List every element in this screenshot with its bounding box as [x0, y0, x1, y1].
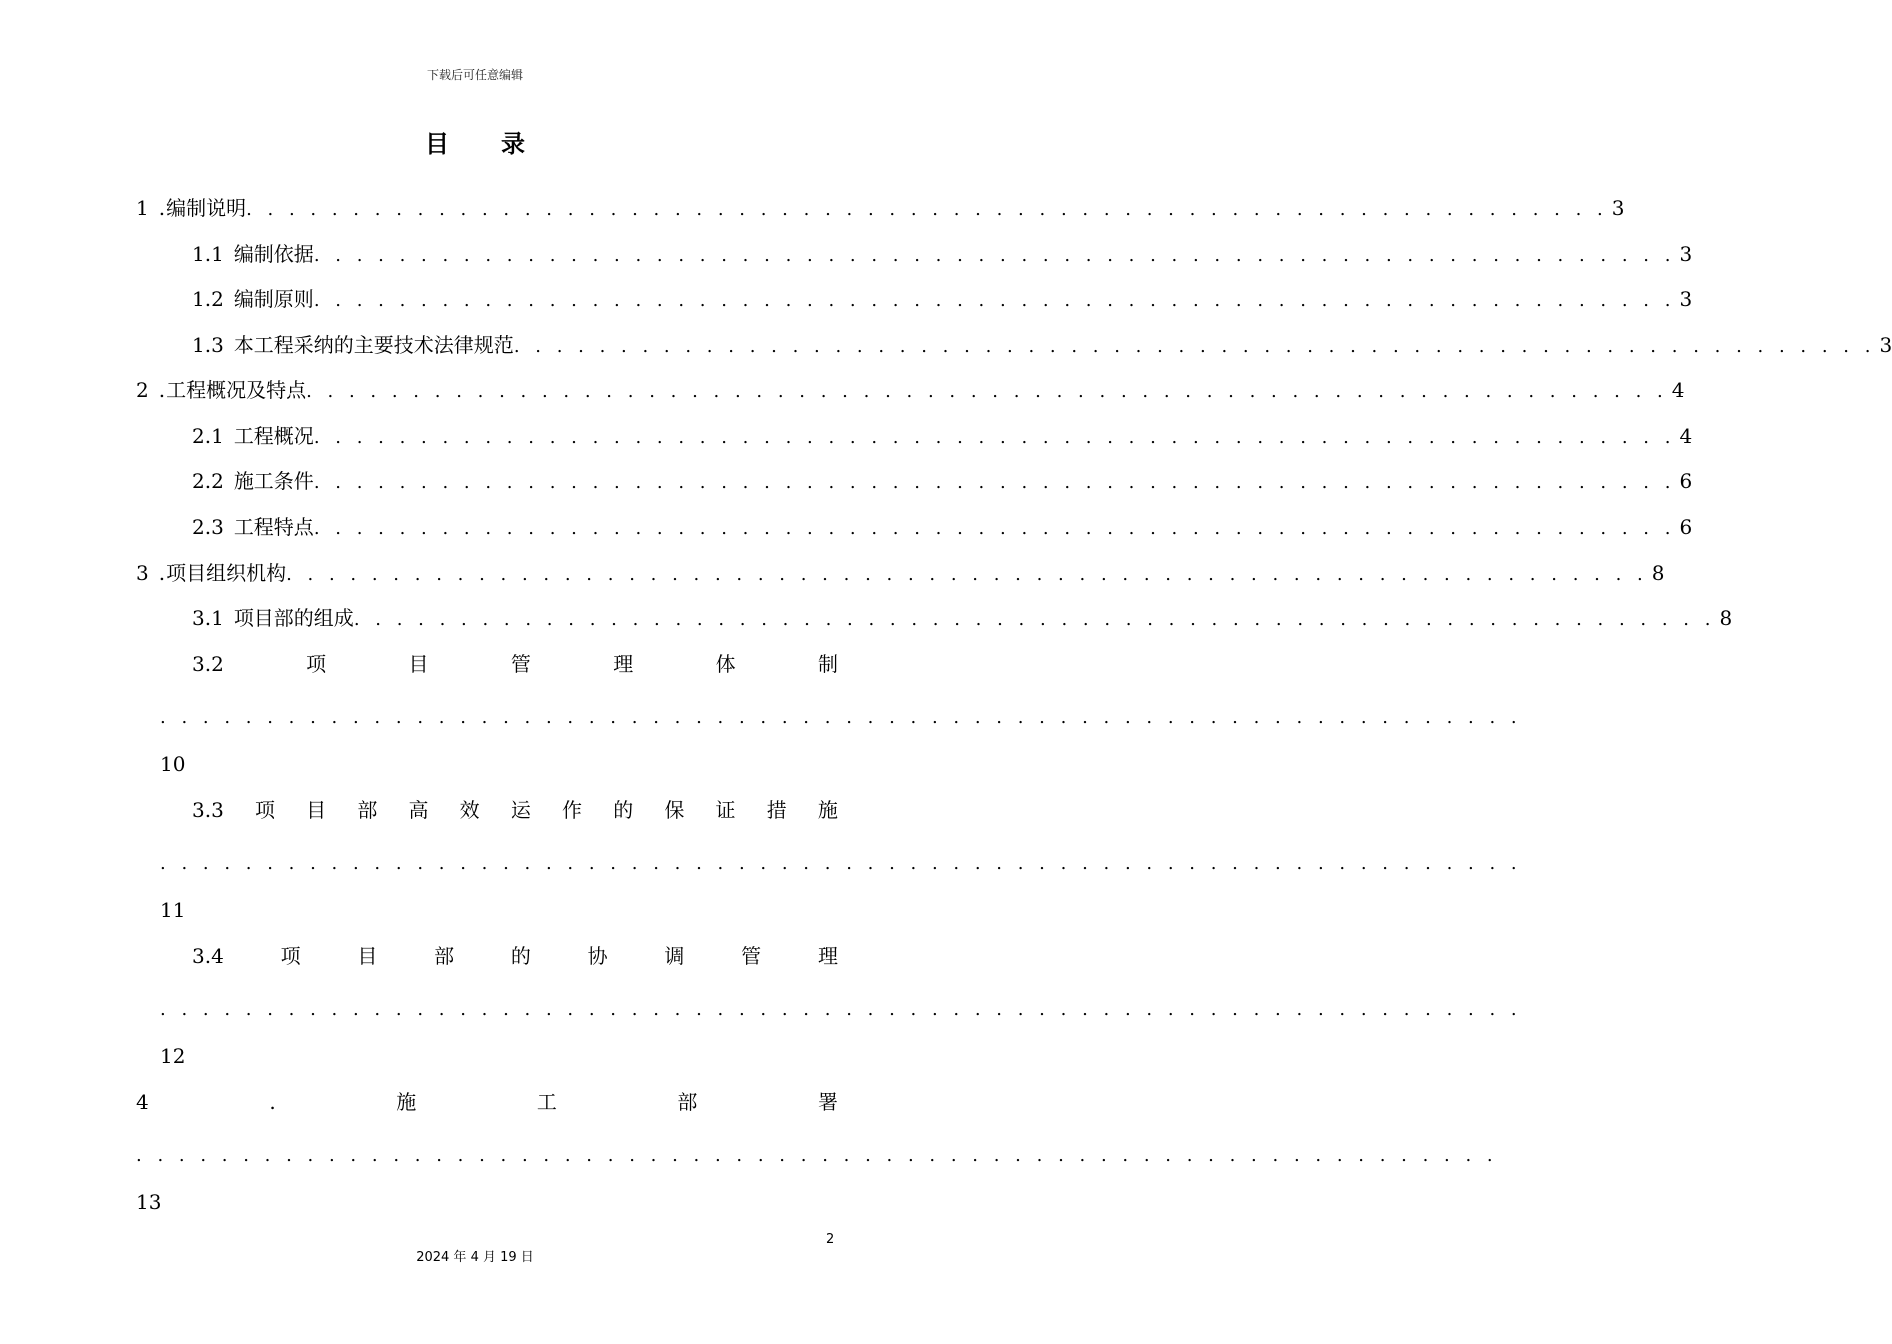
- toc-label-char: 制: [817, 652, 838, 676]
- toc-entry-3-2[interactable]: [192, 650, 838, 678]
- toc-entry-1-3[interactable]: [192, 331, 1892, 359]
- toc-page-number: 13: [136, 1190, 162, 1214]
- toc-separator: .: [158, 196, 166, 220]
- toc-label-char: 目: [408, 652, 429, 676]
- toc-number: 1: [136, 196, 149, 220]
- toc-label-char: 保: [664, 798, 685, 822]
- toc-page-number: 4: [1679, 424, 1693, 448]
- toc-label-char: 措: [766, 798, 787, 822]
- footer-date: 2024 年 4 月 19 日: [416, 1250, 534, 1265]
- toc-label: 工程概况: [233, 424, 314, 448]
- toc-label-char: 项: [306, 652, 327, 676]
- toc-label-char: 证: [715, 798, 736, 822]
- toc-label-char: 协: [587, 944, 608, 968]
- toc-number: 3.3: [192, 798, 224, 822]
- toc-number: 4: [136, 1090, 149, 1114]
- toc-label: 项目组织机构: [166, 561, 287, 585]
- toc-label-char: 项: [280, 944, 301, 968]
- toc-entry-2-2[interactable]: [192, 467, 1693, 495]
- toc-leader: . . . . . . . . . . . . . . . . . . . . . . . . . . . . . . . . . . . . . . . . . . . . . . . . . . . . . . . . . . . . . . . .: [313, 245, 1676, 266]
- toc-leader: . . . . . . . . . . . . . . . . . . . . . . . . . . . . . . . . . . . . . . . . . . . . . . . . . . . . . . . . . . . . . . . .: [246, 199, 1608, 220]
- toc-label-char: 署: [817, 1090, 838, 1114]
- toc-leader: . . . . . . . . . . . . . . . . . . . . . . . . . . . . . . . . . . . . . . . . . . . . . . . . . . . . . . . . . . . . . . . .: [160, 999, 1522, 1020]
- toc-label-char: 部: [357, 798, 378, 822]
- toc-label-char: 部: [677, 1090, 698, 1114]
- toc-entry-3-3[interactable]: [192, 796, 838, 824]
- toc-label-char: 的: [613, 798, 634, 822]
- toc-leader: . . . . . . . . . . . . . . . . . . . . . . . . . . . . . . . . . . . . . . . . . . . . . . . . . . . . . . . . . . . . . . . .: [160, 707, 1522, 728]
- toc-number: 3: [136, 561, 149, 585]
- toc-label-char: 部: [434, 944, 455, 968]
- toc-label-char: 作: [562, 798, 583, 822]
- toc-page-number: 6: [1679, 469, 1693, 493]
- toc-label-char: 施: [396, 1090, 417, 1114]
- toc-number: 1.3: [192, 333, 224, 357]
- toc-page-number: 12: [160, 1044, 186, 1068]
- toc-leader: . . . . . . . . . . . . . . . . . . . . . . . . . . . . . . . . . . . . . . . . . . . . . . . . . . . . . . . . . . . . . . . .: [353, 609, 1716, 630]
- toc-number: 2.2: [192, 469, 224, 493]
- toc-label-char: 理: [613, 652, 634, 676]
- toc-leader: . . . . . . . . . . . . . . . . . . . . . . . . . . . . . . . . . . . . . . . . . . . . . . . . . . . . . . . . . . . . . . . .: [313, 427, 1676, 448]
- toc-leader: . . . . . . . . . . . . . . . . . . . . . . . . . . . . . . . . . . . . . . . . . . . . . . . . . . . . . . . . . . . . . . . .: [313, 290, 1676, 311]
- toc-number: 3.1: [192, 606, 224, 630]
- toc-label-char: 施: [817, 798, 838, 822]
- toc-leader: . . . . . . . . . . . . . . . . . . . . . . . . . . . . . . . . . . . . . . . . . . . . . . . . . . . . . . . . . . . . . . . .: [286, 564, 1648, 585]
- toc-label: 编制说明: [166, 196, 247, 220]
- toc-page-number: 8: [1719, 606, 1733, 630]
- toc-label-char: 项: [254, 798, 275, 822]
- toc-label: 编制原则: [233, 287, 314, 311]
- toc-leader: . . . . . . . . . . . . . . . . . . . . . . . . . . . . . . . . . . . . . . . . . . . . . . . . . . . . . . . . . . . . . . . .: [513, 336, 1876, 357]
- toc-label: 编制依据: [233, 242, 314, 266]
- toc-label-char: 工: [536, 1090, 557, 1114]
- toc-label-char: 高: [408, 798, 429, 822]
- toc-label: 工程概况及特点: [166, 378, 307, 402]
- toc-entry-1-2[interactable]: [192, 285, 1693, 313]
- toc-number: 3.2: [192, 652, 224, 676]
- toc-label-char: 目: [306, 798, 327, 822]
- toc-page-number: 3: [1611, 196, 1625, 220]
- toc-number: 2: [136, 378, 149, 402]
- toc-leader: . . . . . . . . . . . . . . . . . . . . . . . . . . . . . . . . . . . . . . . . . . . . . . . . . . . . . . . . . . . . . . . .: [313, 518, 1676, 539]
- toc-label-char: 体: [715, 652, 736, 676]
- toc-label-char: 理: [817, 944, 838, 968]
- toc-label-char: 调: [664, 944, 685, 968]
- toc-number: 1.1: [192, 242, 224, 266]
- toc-entry-2[interactable]: [136, 376, 1685, 404]
- toc-page-number: 4: [1671, 378, 1685, 402]
- toc-label-char: 的: [510, 944, 531, 968]
- toc-entry-3-1[interactable]: [192, 604, 1733, 632]
- toc-page-number: 11: [160, 898, 186, 922]
- toc-separator: .: [158, 561, 166, 585]
- header-note: 下载后可任意编辑: [426, 68, 523, 82]
- toc-label: 施工条件: [233, 469, 314, 493]
- title-char-1: 目: [425, 129, 449, 158]
- toc-label-char: 管: [510, 652, 531, 676]
- toc-entry-1[interactable]: [136, 194, 1625, 222]
- toc-label-char: 运: [510, 798, 531, 822]
- toc-entry-1-1[interactable]: [192, 240, 1693, 268]
- page-title: [0, 124, 950, 159]
- toc-label: 工程特点: [233, 515, 314, 539]
- toc-separator: .: [158, 378, 166, 402]
- toc-leader: . . . . . . . . . . . . . . . . . . . . . . . . . . . . . . . . . . . . . . . . . . . . . . . . . . . . . . . . . . . . . . . .: [313, 472, 1676, 493]
- toc-label-char: 效: [459, 798, 480, 822]
- toc-number: 2.3: [192, 515, 224, 539]
- toc-separator: .: [269, 1090, 276, 1114]
- toc-entry-3-4[interactable]: [192, 942, 838, 970]
- toc-label: 项目部的组成: [233, 606, 354, 630]
- page-number: 2: [826, 1232, 835, 1247]
- toc-page-number: 8: [1651, 561, 1665, 585]
- toc-page-number: 6: [1679, 515, 1693, 539]
- toc-entry-2-1[interactable]: [192, 422, 1693, 450]
- toc-entry-3[interactable]: [136, 559, 1665, 587]
- toc-entry-4[interactable]: [136, 1088, 838, 1116]
- toc-leader: . . . . . . . . . . . . . . . . . . . . . . . . . . . . . . . . . . . . . . . . . . . . . . . . . . . . . . . . . . . . . . . .: [160, 853, 1522, 874]
- toc-label-char: 目: [357, 944, 378, 968]
- toc-leader: . . . . . . . . . . . . . . . . . . . . . . . . . . . . . . . . . . . . . . . . . . . . . . . . . . . . . . . . . . . . . . . .: [306, 381, 1668, 402]
- toc-page-number: 3: [1879, 333, 1892, 357]
- title-char-2: 录: [501, 129, 525, 158]
- toc-entry-2-3[interactable]: [192, 513, 1693, 541]
- toc-number: 1.2: [192, 287, 224, 311]
- toc-page-number: 3: [1679, 242, 1693, 266]
- toc-number: 3.4: [192, 944, 224, 968]
- toc-label: 本工程采纳的主要技术法律规范: [233, 333, 514, 357]
- toc-label-char: 管: [741, 944, 762, 968]
- toc-page-number: 10: [160, 752, 186, 776]
- toc-leader: . . . . . . . . . . . . . . . . . . . . . . . . . . . . . . . . . . . . . . . . . . . . . . . . . . . . . . . . . . . . . . . .: [136, 1145, 1498, 1166]
- toc-number: 2.1: [192, 424, 224, 448]
- toc-page-number: 3: [1679, 287, 1693, 311]
